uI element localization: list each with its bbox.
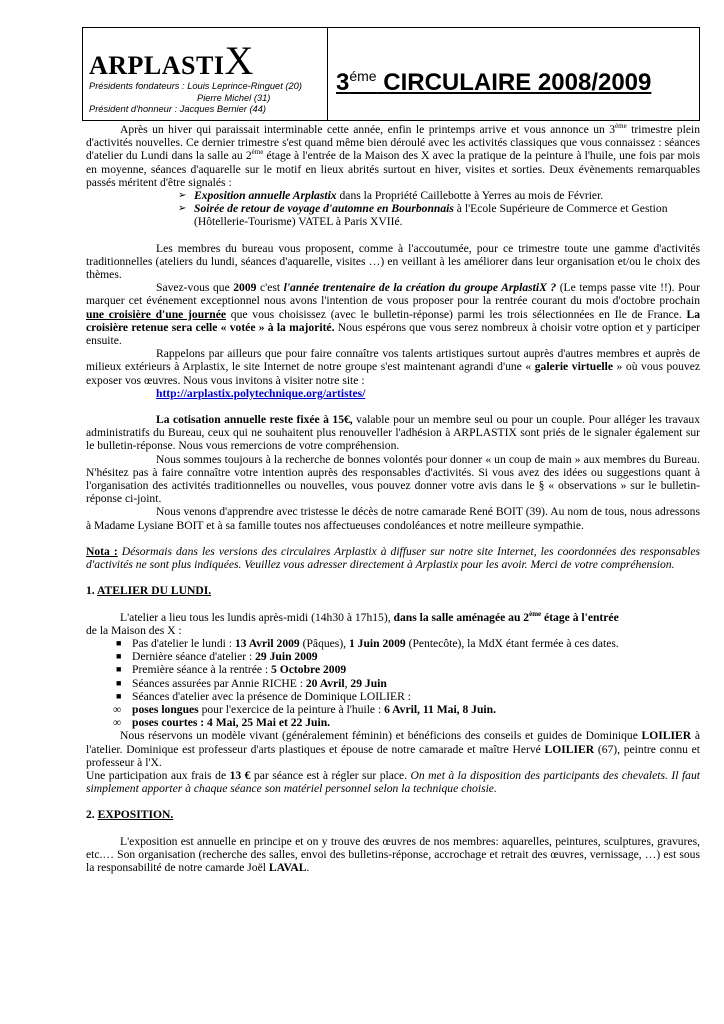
- i5: Séances d'atelier avec la présence de Dominique LOILIER :: [132, 689, 411, 703]
- gallery-phrase: galerie virtuelle: [534, 360, 613, 374]
- p2c-atelier: à l'atelier. Dominique est professeur d'arts plastiques et épouse de notre camarade et maître Hervé: [86, 729, 700, 756]
- i4d: 29 Juin: [350, 676, 387, 690]
- condolences-paragraph: Nous venons d'apprendre avec tristesse le décès de notre camarade René BOIT (39). Au nom de tous, nous adressons à Madame Lysiane BOIT et à sa famille toutes nos affectueuses condoléances et notre meilleure sympathie.: [86, 505, 700, 532]
- nota-label: Nota :: [86, 544, 118, 558]
- atelier-b: dans la salle aménagée au 2: [393, 610, 530, 624]
- i4a: Séances assurées par Annie RICHE :: [132, 676, 306, 690]
- events-list: [86, 189, 700, 229]
- i6b: pour l'exercice de la peinture à l'huile :: [198, 702, 385, 716]
- p2e-atelier: (67), peintre connu et professeur à l'X.: [86, 742, 700, 769]
- expo-end: .: [306, 860, 310, 874]
- i2b: 29 Juin 2009: [255, 650, 318, 664]
- list-item: [116, 677, 700, 690]
- p2c: c'est: [256, 281, 284, 295]
- loilier-2: LOILIER: [544, 742, 595, 756]
- p3d-atelier: On met à la disposition des participants des chevalets. Il faut simplement apporter à chaque séance son matériel personnel selon la technique choisie.: [86, 768, 700, 796]
- i7: poses courtes : 4 Mai, 25 Mai et 22 Juin.: [132, 716, 331, 730]
- nota-paragraph: [86, 545, 700, 571]
- intro-sup-2: ème: [251, 148, 264, 157]
- gallery-link[interactable]: http://arplastix.polytechnique.org/artistes/: [156, 386, 366, 400]
- founders-label: Présidents fondateurs :: [89, 81, 188, 91]
- i4b: 20 Avril: [305, 676, 345, 690]
- atelier-a: L'atelier a lieu tous les lundis après-midi (14h30 à 17h15),: [120, 610, 394, 624]
- i6a: poses longues: [132, 702, 199, 716]
- list-item: [116, 716, 700, 729]
- event-2-title: Soirée de retour de voyage d'automne en Bourbonnais: [194, 202, 454, 216]
- i1b: 13 Avril 2009: [234, 636, 300, 650]
- event-1-title: Exposition annuelle Arplastix: [194, 189, 337, 203]
- honor-name: Jacques Bernier (44): [179, 104, 266, 115]
- section-2-title: EXPOSITION.: [97, 808, 174, 822]
- p3a-atelier: Une participation aux frais de: [86, 768, 230, 782]
- circular-title: [336, 68, 652, 97]
- section-1-title: ATELIER DU LUNDI.: [96, 584, 212, 598]
- intro-sup: éme: [615, 122, 627, 131]
- list-item: [116, 690, 700, 703]
- letterhead: [82, 27, 700, 121]
- volunteers-paragraph: Nous sommes toujours à la recherche de bonnes volontés pour donner « un coup de main » aux membres du Bureau. N'hésitez pas à faire connaître votre intention auprès des responsables d'activités. Si vous avez des idées ou suggestions quant à l'organisation des activités traditionnelles ou nouvelles, vous pouvez donner votre avis dans le § « observations » sur le bulletin-réponse ci-joint.: [86, 452, 700, 506]
- p2a-atelier: Nous réservons un modèle vivant (généralement féminin) et bénéficions des conseils et guides de Dominique: [120, 729, 642, 743]
- event-item: [178, 202, 700, 228]
- nota-text: Désormais dans les versions des circulaires Arplastix à diffuser sur notre site Internet, les coordonnées des responsables d'activités ne sont plus indiquées. Veuillez vous adresser directement à Arplastix pour les avoir. Merci de votre compréhension.: [86, 544, 700, 572]
- laval-name: LAVAL: [268, 860, 307, 874]
- fee-text: valable pour un membre seul ou pour un couple. Pour alléger les travaux administratifs du Bureau, ceux qui ne souhaitent plus renouveller l'adhésion à ARPLASTIX sont priés de le signaler également sur le bulletin-réponse. Nous vous remercions de votre compréhension.: [86, 413, 701, 453]
- event-1-text: dans la Propriété Caillebotte à Yerres au mois de Février.: [336, 189, 604, 203]
- i1c: (Pâques),: [299, 636, 349, 650]
- circ-num: 3: [336, 69, 350, 97]
- p3c: » où vous pouvez exposer vos œuvres. Nous vous invitons à visiter notre site :: [86, 360, 700, 387]
- section-1-num: 1.: [86, 584, 97, 598]
- loilier-1: LOILIER: [641, 729, 692, 743]
- circ-title-text: CIRCULAIRE 2008/2009: [376, 69, 652, 97]
- expo-text: L'exposition est annuelle en principe et on y trouve des œuvres de nos membres: aquarelles, peintures, sculptures, gravures, etc.… Son organisation (recherche des salles, envoi des bulletins-réponse, accrochage et retrait des œuvres, vernissage, …) est sous la responsabilité de notre camarde Joël: [86, 834, 700, 874]
- logo-x: X: [224, 38, 254, 83]
- founder-2: Pierre Michel (31): [197, 92, 271, 103]
- list-item: [116, 703, 700, 716]
- intro-text-a: Après un hiver qui paraissait interminable cette année, enfin le printemps arrive et vous annonce un 3: [120, 123, 616, 136]
- list-item: [116, 637, 700, 650]
- i1a: Pas d'atelier le lundi :: [132, 636, 235, 650]
- i3b: 5 Octobre 2009: [271, 663, 347, 677]
- intro-text-b: trimestre plein d'activités nouvelles. Ce dernier trimestre s'est quand même bien déroulé avec les activités classiques que vous connaissez : séances d'atelier du Lundi dans la salle au 2: [86, 123, 700, 163]
- gallery-paragraph: [86, 347, 700, 387]
- anniversary-paragraph: [86, 281, 700, 347]
- i4c: ,: [344, 676, 351, 690]
- section-1-heading: [86, 584, 700, 597]
- logo-text: ARPLASTI: [89, 51, 225, 80]
- section-2-heading: [86, 808, 700, 821]
- i1d: 1 Juin 2009: [348, 636, 406, 650]
- event-2-text: à l'Ecole Supérieure de Commerce et Gestion (Hôtellerie-Tourisme) VATEL à Paris XVIIé.: [194, 202, 668, 229]
- founder-1: Louis Leprince-Ringuet (20): [187, 81, 302, 91]
- circ-sup: éme: [349, 68, 377, 85]
- expo-paragraph: [86, 835, 700, 875]
- arplastix-logo: [89, 38, 327, 83]
- letterhead-left: [83, 28, 328, 120]
- intro-text-c: étage à l'entrée de la Maison des X avec la pratique de la peinture à l'huile, une fois par mois en moyenne, séances d'aquarelle sur le motif en lieux abrités surtout en hiver, visites et sorties. Deux évènements remarquables passés méritent d'être signalés :: [86, 149, 700, 189]
- atelier-intro: [86, 611, 700, 624]
- list-item: [116, 650, 700, 663]
- list-item: [116, 663, 700, 676]
- i1e: (Pentecôte), la MdX étant fermée à ces dates.: [405, 636, 619, 650]
- fee-paragraph: [86, 413, 700, 453]
- section-2-num: 2.: [86, 808, 98, 822]
- fee-phrase: La cotisation annuelle reste fixée à 15€,: [156, 413, 353, 427]
- p2e: (Le temps passe vite !!). Pour marquer cet événement exceptionnel nous avons l'intention de vous proposer pour la rentrée courant du mois d'octobre prochain: [86, 281, 700, 308]
- atelier-c: étage à l'entrée: [541, 610, 619, 624]
- event-item: [178, 189, 700, 202]
- honor-label: Président d'honneur :: [89, 104, 180, 115]
- i3a: Première séance à la rentrée :: [132, 663, 272, 677]
- i6c: 6 Avril, 11 Mai, 8 Juin.: [384, 702, 496, 716]
- atelier-sup: ème: [529, 609, 542, 618]
- p2g: que vous choisissez (avec le bulletin-réponse) parmi les trois sélectionnées en Ile de France.: [226, 307, 687, 321]
- i2a: Dernière séance d'atelier :: [132, 650, 256, 664]
- letterhead-right: [328, 28, 699, 120]
- atelier-list: [86, 637, 700, 729]
- p3a: Rappelons par ailleurs que pour faire connaître vos talents artistiques surtout auprès d'autres membres et auprès de milieux extérieurs à Arplastix, le site Internet de notre groupe s'est maintenant agrandi d'une «: [86, 347, 700, 374]
- p2a: Savez-vous que: [156, 281, 234, 295]
- link-line: [86, 387, 700, 400]
- cruise-phrase: une croisière d'une journée: [86, 307, 227, 321]
- vote-phrase: La croisière retenue sera celle « votée » à la majorité.: [86, 307, 700, 334]
- members-paragraph: Les membres du bureau vous proposent, comme à l'accoutumée, pour ce trimestre toute une gamme d'activités traditionnelles (ateliers du lundi, séances d'aquarelle, visites …) en veillant à les améliorer dans leur organisation et/ou le choix des thèmes.: [86, 241, 700, 282]
- model-paragraph: [86, 729, 700, 769]
- p3c-atelier: par séance est à régler sur place.: [250, 768, 411, 782]
- p2i: Nous espérons que vous serez nombreux à choisir votre option et y participer ensuite.: [86, 320, 700, 348]
- fee-13: 13 €: [229, 768, 251, 782]
- intro-paragraph: [86, 123, 700, 189]
- founders-block: [89, 81, 327, 116]
- year-2009: 2009: [233, 281, 257, 295]
- atelier-intro-2: de la Maison des X :: [86, 623, 182, 637]
- fee-atelier-paragraph: [86, 769, 700, 795]
- document-page: [86, 27, 700, 874]
- anniversary-phrase: l'année trentenaire de la création du groupe ArplastiX ?: [283, 281, 557, 295]
